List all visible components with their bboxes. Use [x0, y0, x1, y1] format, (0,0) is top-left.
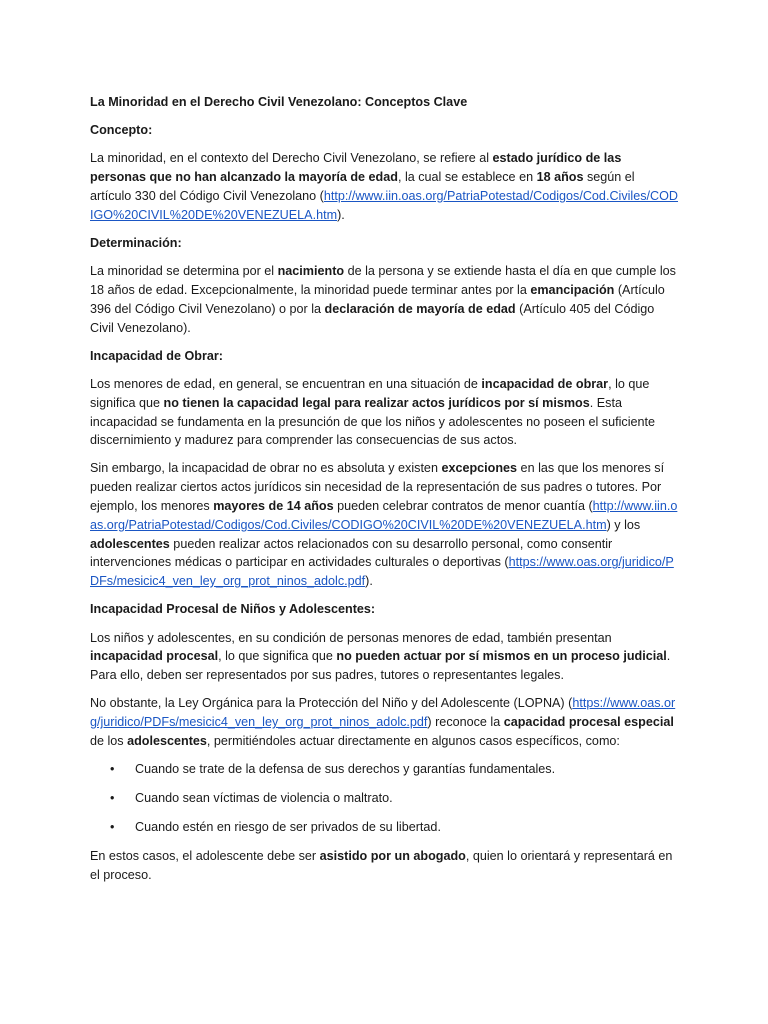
text: ). [337, 207, 345, 222]
codigo-civil-link[interactable]: http://www.iin.oas.org/PatriaPotestad/Codigos/Cod.Civiles/CODIGO%20CIVIL%20DE%20VENEZUELA.htm [90, 188, 679, 222]
paragraph-incapacidad-procesal-1 [90, 629, 678, 685]
text: , la cual se establece en [397, 170, 537, 185]
text: (Artículo 396 del Código Civil Venezolano) o por la [90, 282, 665, 316]
text: pueden realizar actos relacionados con su desarrollo personal, como consentir intervenciones médicas o participar en actividades culturales o deportivas ( [90, 536, 613, 570]
text: ). [365, 574, 373, 589]
paragraph-incapacidad-obrar-2 [90, 459, 678, 591]
list-item [90, 789, 678, 808]
lopna-link[interactable]: https://www.oas.org/juridico/PDFs/mesicic4_ven_ley_org_prot_ninos_adolc.pdf [90, 555, 674, 589]
text: (Artículo 405 del Código Civil Venezolano). [90, 301, 655, 335]
text: , quien lo orientará y representará en el proceso. [90, 849, 673, 882]
paragraph-incapacidad-procesal-2 [90, 694, 678, 750]
text: de los [90, 734, 128, 749]
document-body [90, 93, 678, 894]
bold-text: nacimiento [277, 264, 345, 279]
paragraph-incapacidad-obrar-1 [90, 375, 678, 450]
text: de la persona y se extiende hasta el día en que cumple los 18 años de edad. Excepcionalmente, la minoridad puede terminar antes por la [90, 264, 676, 297]
text: ) y los [606, 517, 641, 532]
bullet-icon: • [110, 820, 115, 835]
list-item-text: Cuando se trate de la defensa de sus derechos y garantías fundamentales. [135, 762, 556, 777]
list-item-text: Cuando sean víctimas de violencia o maltrato. [135, 791, 393, 806]
section-heading-incapacidad-procesal: Incapacidad Procesal de Niños y Adolescentes: [90, 602, 376, 617]
document-title: La Minoridad en el Derecho Civil Venezolano: Conceptos Clave [90, 95, 468, 109]
text: , permitiéndoles actuar directamente en algunos casos específicos, como: [206, 734, 620, 749]
list-item [90, 818, 678, 837]
bold-text: estado jurídico de las personas que no han alcanzado la mayoría de edad [90, 151, 622, 185]
bold-text: incapacidad procesal [90, 649, 219, 664]
paragraph-incapacidad-procesal-3 [90, 847, 678, 885]
text: La minoridad se determina por el [90, 264, 278, 279]
paragraph-determinacion [90, 262, 678, 337]
bold-text: adolescentes [127, 734, 207, 749]
text: No obstante, la Ley Orgánica para la Protección del Niño y del Adolescente (LOPNA) ( [90, 696, 573, 711]
text: La minoridad, en el contexto del Derecho Civil Venezolano, se refiere al [90, 151, 493, 166]
text: según el artículo 330 del Código Civil Venezolano ( [90, 170, 635, 203]
codigo-civil-link[interactable]: http://www.iin.oas.org/PatriaPotestad/Codigos/Cod.Civiles/CODIGO%20CIVIL%20DE%20VENEZUELA.htm [90, 499, 678, 532]
bullet-icon: • [110, 791, 115, 806]
bold-text: no pueden actuar por sí mismos en un proceso judicial [336, 649, 667, 664]
lopna-link[interactable]: https://www.oas.org/juridico/PDFs/mesicic4_ven_ley_org_prot_ninos_adolc.pdf [90, 696, 676, 730]
bold-text: emancipación [530, 282, 615, 297]
bold-text: 18 años [536, 170, 584, 185]
text: . Para ello, deben ser representados por sus padres, tutores o representantes legales. [90, 649, 671, 683]
text: ) reconoce la [427, 715, 504, 730]
section-heading-concepto: Concepto: [90, 123, 153, 138]
paragraph-concepto [90, 149, 678, 224]
bold-text: mayores de 14 años [213, 499, 334, 514]
section-heading-determinacion: Determinación: [90, 235, 182, 250]
bullet-list [90, 760, 678, 837]
text: , lo que significa que [218, 649, 337, 664]
text: . Esta incapacidad se fundamenta en la presunción de que los niños y adolescentes no poseen el suficiente discernimiento y madurez para comprender las consecuencias de sus actos. [90, 395, 656, 448]
text: en las que los menores sí pueden realizar ciertos actos jurídicos sin necesidad de la representación de sus padres o tutores. Por ejemplo, los menores [90, 461, 665, 514]
list-item [90, 760, 678, 779]
list-item-text: Cuando estén en riesgo de ser privados de su libertad. [135, 820, 441, 835]
bold-text: excepciones [441, 461, 518, 476]
bullet-icon: • [110, 762, 115, 777]
bold-text: capacidad procesal especial [503, 715, 674, 730]
bold-text: asistido por un abogado [319, 849, 466, 864]
bold-text: adolescentes [90, 536, 170, 551]
bold-text: declaración de mayoría de edad [324, 301, 516, 316]
text: pueden celebrar contratos de menor cuantía ( [333, 499, 593, 514]
text: Sin embargo, la incapacidad de obrar no es absoluta y existen [90, 461, 442, 476]
bold-text: no tienen la capacidad legal para realizar actos jurídicos por sí mismos [163, 395, 590, 410]
text: Los niños y adolescentes, en su condición de personas menores de edad, también presentan [90, 630, 612, 645]
text: Los menores de edad, en general, se encuentran en una situación de [90, 376, 482, 391]
text: En estos casos, el adolescente debe ser [90, 849, 320, 864]
section-heading-incapacidad-obrar: Incapacidad de Obrar: [90, 348, 223, 363]
text: , lo que significa que [90, 376, 650, 410]
bold-text: incapacidad de obrar [481, 376, 609, 391]
